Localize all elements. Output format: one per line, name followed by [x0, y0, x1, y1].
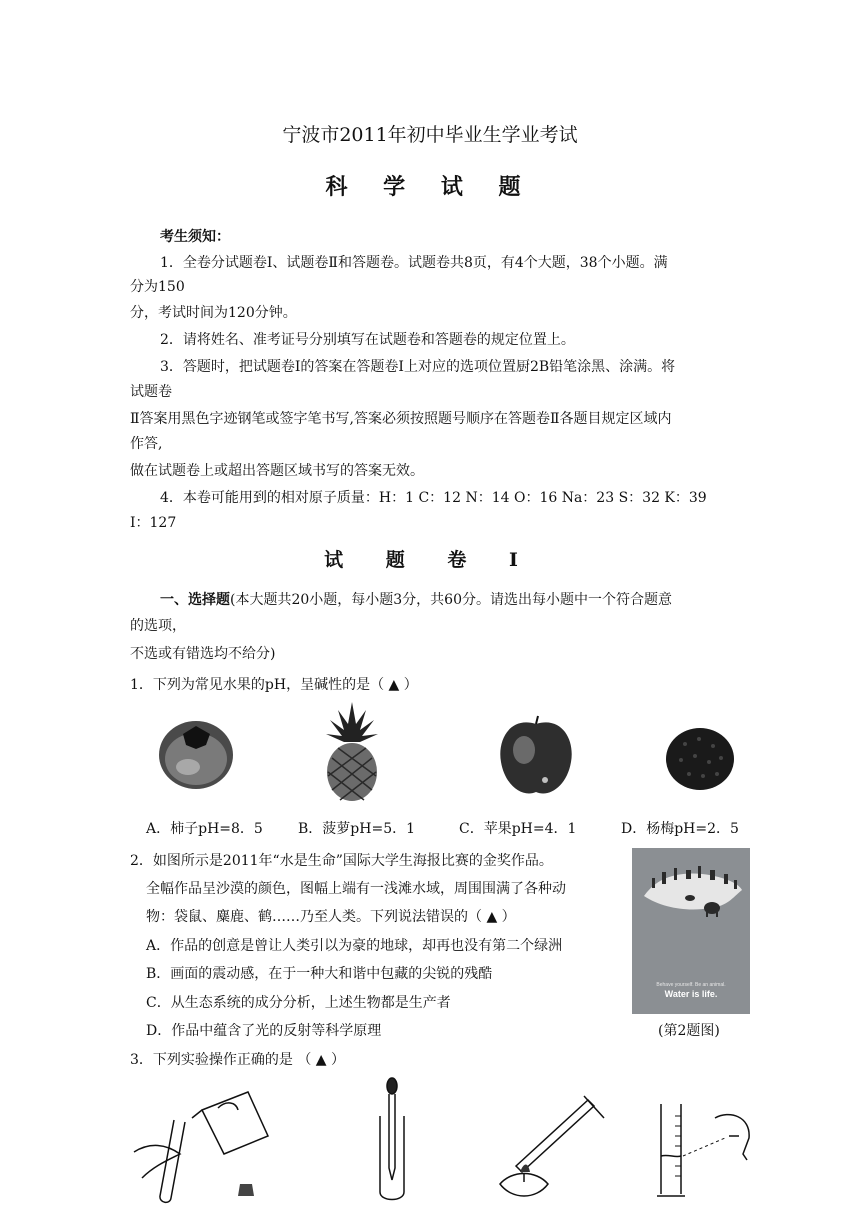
poster-big-text: Water is life.	[664, 989, 718, 999]
question-2-option-d: D．作品中蕴含了光的反射等科学原理	[146, 1023, 382, 1039]
question-1-option-d: D．杨梅pH=2．5	[621, 821, 739, 837]
poster-artwork	[632, 848, 750, 968]
question-1-option-b: B．菠萝pH=5．1	[298, 821, 416, 837]
question-2-option-b: B．画面的震动感，在于一种大和谐中包藏的尖锐的残酷	[146, 966, 493, 982]
section-intro-line: 不选或有错选均不给分)	[130, 646, 276, 662]
water-poster-image	[632, 848, 750, 1014]
question-3-stem: 3．下列实验操作正确的是 （ ▲ ）	[130, 1052, 346, 1068]
pineapple-image	[318, 700, 386, 802]
section-intro-line: 的选项，	[130, 618, 186, 634]
poster-small-text: Behave yourself. Be an animal.	[656, 982, 726, 988]
cylinder-reading-diagram	[655, 1096, 755, 1206]
question-2-option-a: A．作品的创意是曾让人类引以为豪的地球，却再也没有第二个绿洲	[146, 938, 563, 954]
section-title: 试 题 卷 Ⅰ	[324, 549, 536, 571]
question-1-option-a: A．柿子pH=8．5	[146, 821, 263, 837]
notice-line: 1．全卷分试题卷Ⅰ、试题卷Ⅱ和答题卷。试题卷共8页，有4个大题，38个小题。满	[160, 255, 668, 271]
question-1-stem: 1．下列为常见水果的pH，呈碱性的是（ ▲ ）	[130, 677, 418, 693]
notice-line: 3．答题时，把试题卷Ⅰ的答案在答题卷Ⅰ上对应的选项位置厨2B铅笔涂黑、涂满。将	[160, 359, 676, 375]
apple-image	[495, 712, 577, 798]
notice-line: I：127	[130, 515, 177, 531]
notice-line: 作答,	[130, 436, 163, 452]
subject-title: 科 学 试 题	[325, 174, 535, 200]
notice-heading: 考生须知：	[160, 229, 230, 245]
notice-line: 做在试题卷上或超出答题区域书写的答案无效。	[130, 463, 424, 479]
heating-tube-diagram	[492, 1088, 612, 1206]
notice-line: 试题卷	[130, 384, 172, 400]
notice-line: Ⅱ答案用黑色字迹钢笔或签字笔书写,答案必须按照题号顺序在答题卷Ⅱ各题目规定区域内	[130, 411, 672, 427]
bayberry-image	[663, 724, 737, 794]
notice-line: 分，考试时间为120分钟。	[130, 305, 297, 321]
section-intro	[160, 589, 672, 609]
section-intro-label: 一、选择题	[160, 592, 230, 608]
question-2-stem: 物：袋鼠、麋鹿、鹤……乃至人类。下列说法错误的（ ▲ ）	[146, 909, 516, 925]
persimmon-image	[155, 712, 237, 792]
exam-title: 宁波市2011年初中毕业生学业考试	[282, 124, 578, 146]
question-2-stem: 全幅作品呈沙漠的颜色，图幅上端有一浅滩水域，周围围满了各种动	[146, 881, 566, 897]
notice-line: 4．本卷可能用到的相对原子质量：H：1 C：12 N：14 O：16 Na：23 S：32 K：39	[160, 490, 707, 506]
question-1-option-c: C．苹果pH=4．1	[459, 821, 577, 837]
question-2-option-c: C．从生态系统的成分分析，上述生物都是生产者	[146, 995, 451, 1011]
notice-line: 2．请将姓名、准考证号分别填写在试题卷和答题卷的规定位置上。	[160, 332, 575, 348]
notice-line: 分为150	[130, 279, 185, 295]
pouring-liquid-diagram	[130, 1088, 280, 1206]
dropper-tube-diagram	[372, 1076, 412, 1206]
figure-2-caption: (第2题图)	[658, 1023, 720, 1039]
section-intro-text: (本大题共20小题，每小题3分，共60分。请选出每小题中一个符合题意	[230, 592, 672, 608]
question-2-stem: 2．如图所示是2011年“水是生命”国际大学生海报比赛的金奖作品。	[130, 853, 553, 869]
